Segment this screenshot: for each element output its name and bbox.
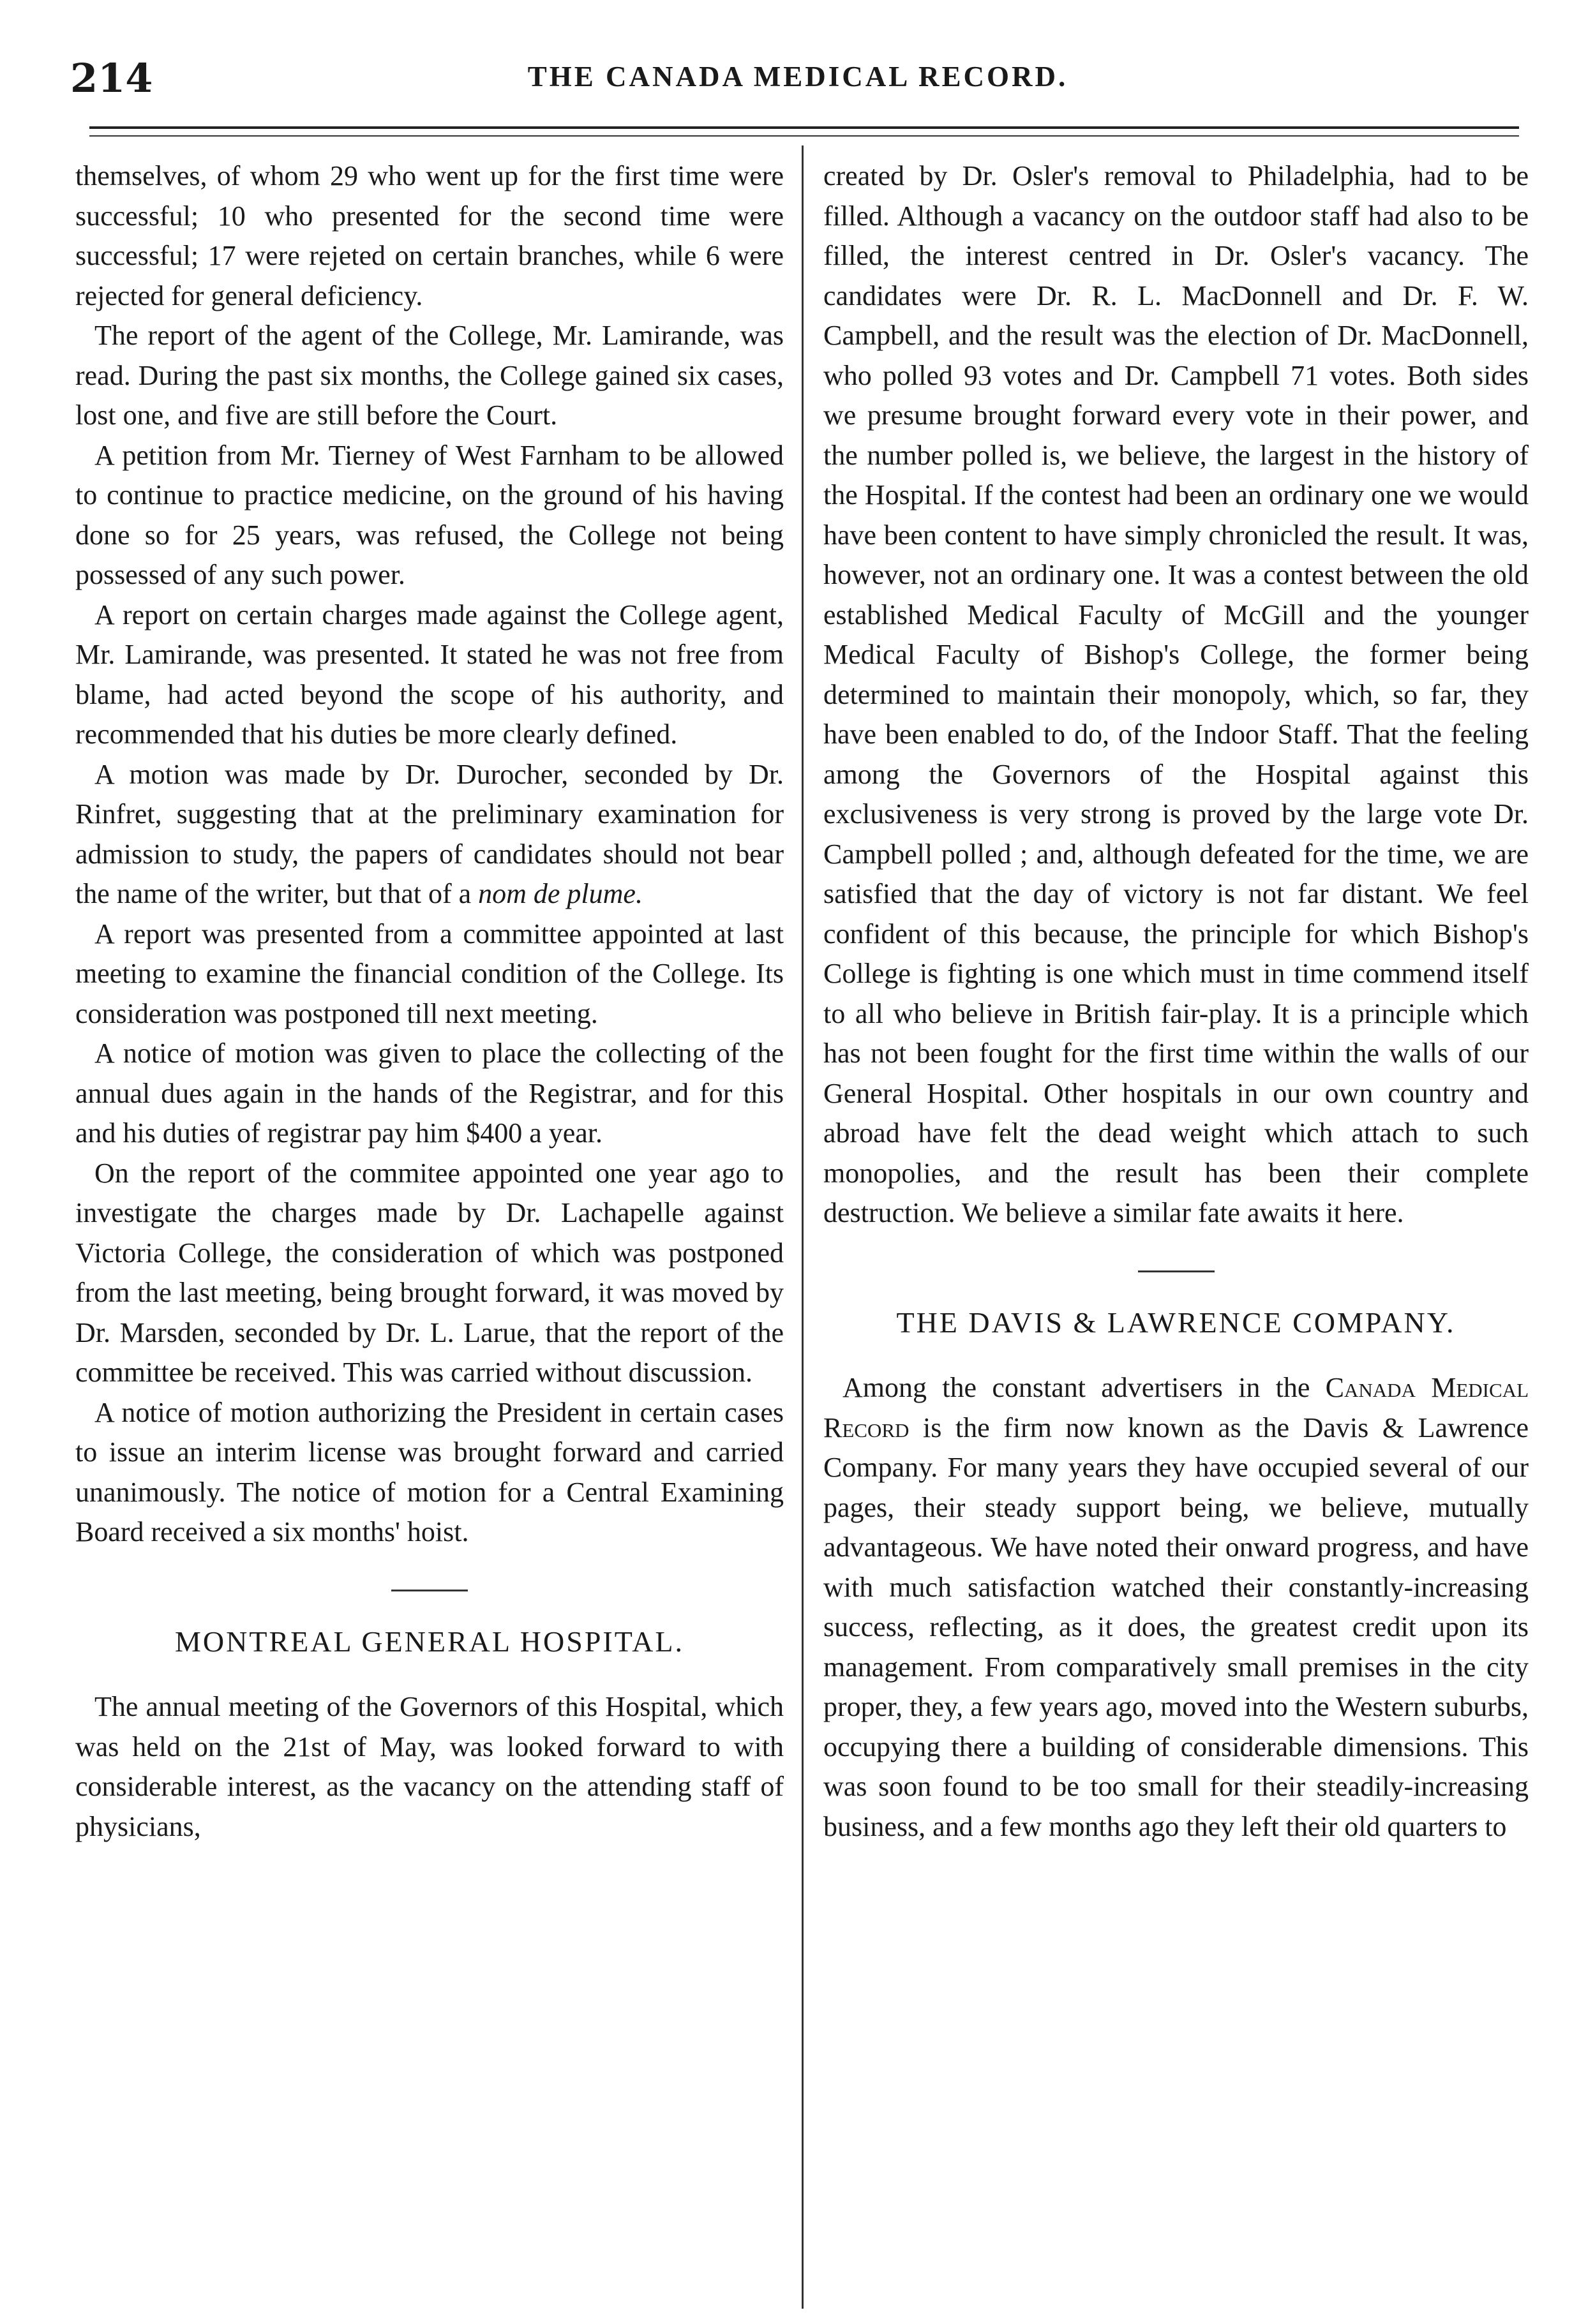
section-heading-davis-lawrence: THE DAVIS & LAWRENCE COMPANY. [896, 1306, 1456, 1339]
paragraph: A notice of motion was given to place the collecting of the annual dues again in the hands of the Registrar, and for this and his duties of registrar pay him $400 a year. [75, 1038, 784, 1149]
journal-name: Canada Medical Record [823, 1372, 1529, 1443]
header-rule [89, 126, 1519, 129]
running-title: THE CANADA MEDICAL RECORD. [527, 61, 1068, 93]
page-number: 214 [70, 55, 153, 101]
right-column [823, 156, 1529, 1847]
left-column [75, 156, 784, 1847]
paragraph: The annual meeting of the Governors of this Hospital, which was held on the 21st of May, was looked forward to with considerable interest, as the vacancy on the attending staff of physicians, [75, 1691, 784, 1842]
paragraph: created by Dr. Osler's removal to Philadelphia, had to be filled. Although a vacancy on the outdoor staff had also to be filled, the interest centred in Dr. Osler's vacancy. The candidates were Dr. R. L. MacDonnell and Dr. F. W. Campbell, and the result was the election of Dr. MacDonnell, who polled 93 votes and Dr. Campbell 71 votes. Both sides we presume brought forward every vote in their power, and the number polled is, we believe, the largest in the history of the Hospital. If the contest had been an ordinary one we would have been content to have simply chronicled the result. It was, however, not an ordinary one. It was a contest between the old established Medical Faculty of McGill and the younger Medical Faculty of Bishop's College, the former being determined to maintain their monopoly, which, so far, they have been enabled to do, of the Indoor Staff. That the feeling among the Governors of the Hospital against this exclusiveness is very strong is proved by the large vote Dr. Campbell polled ; and, although defeated for the time, we are satisfied that the day of victory is not far distant. We feel confident of this because, the principle for which Bishop's College is fighting is one which must in time commend itself to all who believe in British fair-play. It is a principle which has not been fought for the first time within the walls of our General Hospital. Other hospitals in our own country and abroad have felt the dead weight which attach to such monopolies, and the result has been their complete destruction. We believe a similar fate awaits it here. [823, 160, 1529, 1228]
italic-phrase: nom de plume. [478, 878, 643, 909]
paragraph-davis-lawrence [823, 1368, 1529, 1847]
paragraph: On the report of the commitee appointed one year ago to investigate the charges made by Dr. Lachapelle against Victoria College, the consideration of which was postponed from the last meeting, being brought forward, it was moved by Dr. Marsden, seconded by Dr. L. Larue, that the report of the committee be received. This was carried without discussion. [75, 1157, 784, 1388]
paragraph-text: is the firm now known as the Davis & Lawrence Company. For many years they have occupied several of our pages, their steady support being, we believe, mutually advantageous. We have noted their onward progress, and have with much satisfaction watched their constantly-increasing success, reflecting, as it does, the greatest credit upon its management. From comparatively small premises in the city proper, they, a few years ago, moved into the Western suburbs, occupying there a building of considerable dimensions. This was soon found to be too small for their steadily-increasing business, and a few months ago they left their old quarters to [823, 1412, 1529, 1842]
section-divider [391, 1590, 468, 1591]
paragraph: A notice of motion authorizing the President in certain cases to issue an interim license was brought forward and carried unanimously. The notice of motion for a Central Examining Board received a six months' hoist. [75, 1396, 784, 1547]
section-heading-hospital: MONTREAL GENERAL HOSPITAL. [175, 1625, 684, 1658]
paragraph-durocher-motion [75, 755, 784, 914]
column-divider [802, 145, 804, 2309]
paragraph: themselves, of whom 29 who went up for the first time were successful; 10 who presented for the second time were successful; 17 were rejeted on certain branches, while 6 were rejected for general deficiency. [75, 160, 784, 311]
paragraph: The report of the agent of the College, Mr. Lamirande, was read. During the past six months, the College gained six cases, lost one, and five are still before the Court. [75, 320, 784, 431]
paragraph-text: Among the constant advertisers in the [842, 1372, 1310, 1403]
paragraph: A petition from Mr. Tierney of West Farnham to be allowed to continue to practice medicine, on the ground of his having done so for 25 years, was refused, the College not being possessed of any such power. [75, 439, 784, 590]
paragraph: A report on certain charges made against the College agent, Mr. Lamirande, was presented. It stated he was not free from blame, had acted beyond the scope of his authority, and recommended that his duties be more clearly defined. [75, 599, 784, 750]
header-rule-thin [89, 135, 1519, 137]
paragraph: A report was presented from a committee appointed at last meeting to examine the financial condition of the College. Its consideration was postponed till next meeting. [75, 918, 784, 1029]
paragraph-text: A motion was made by Dr. Durocher, seconded by Dr. Rinfret, suggesting that at the preliminary examination for admission to study, the papers of candidates should not bear the name of the writer, but that of a [75, 758, 784, 909]
page-header [70, 51, 1525, 108]
section-divider [1138, 1270, 1215, 1272]
